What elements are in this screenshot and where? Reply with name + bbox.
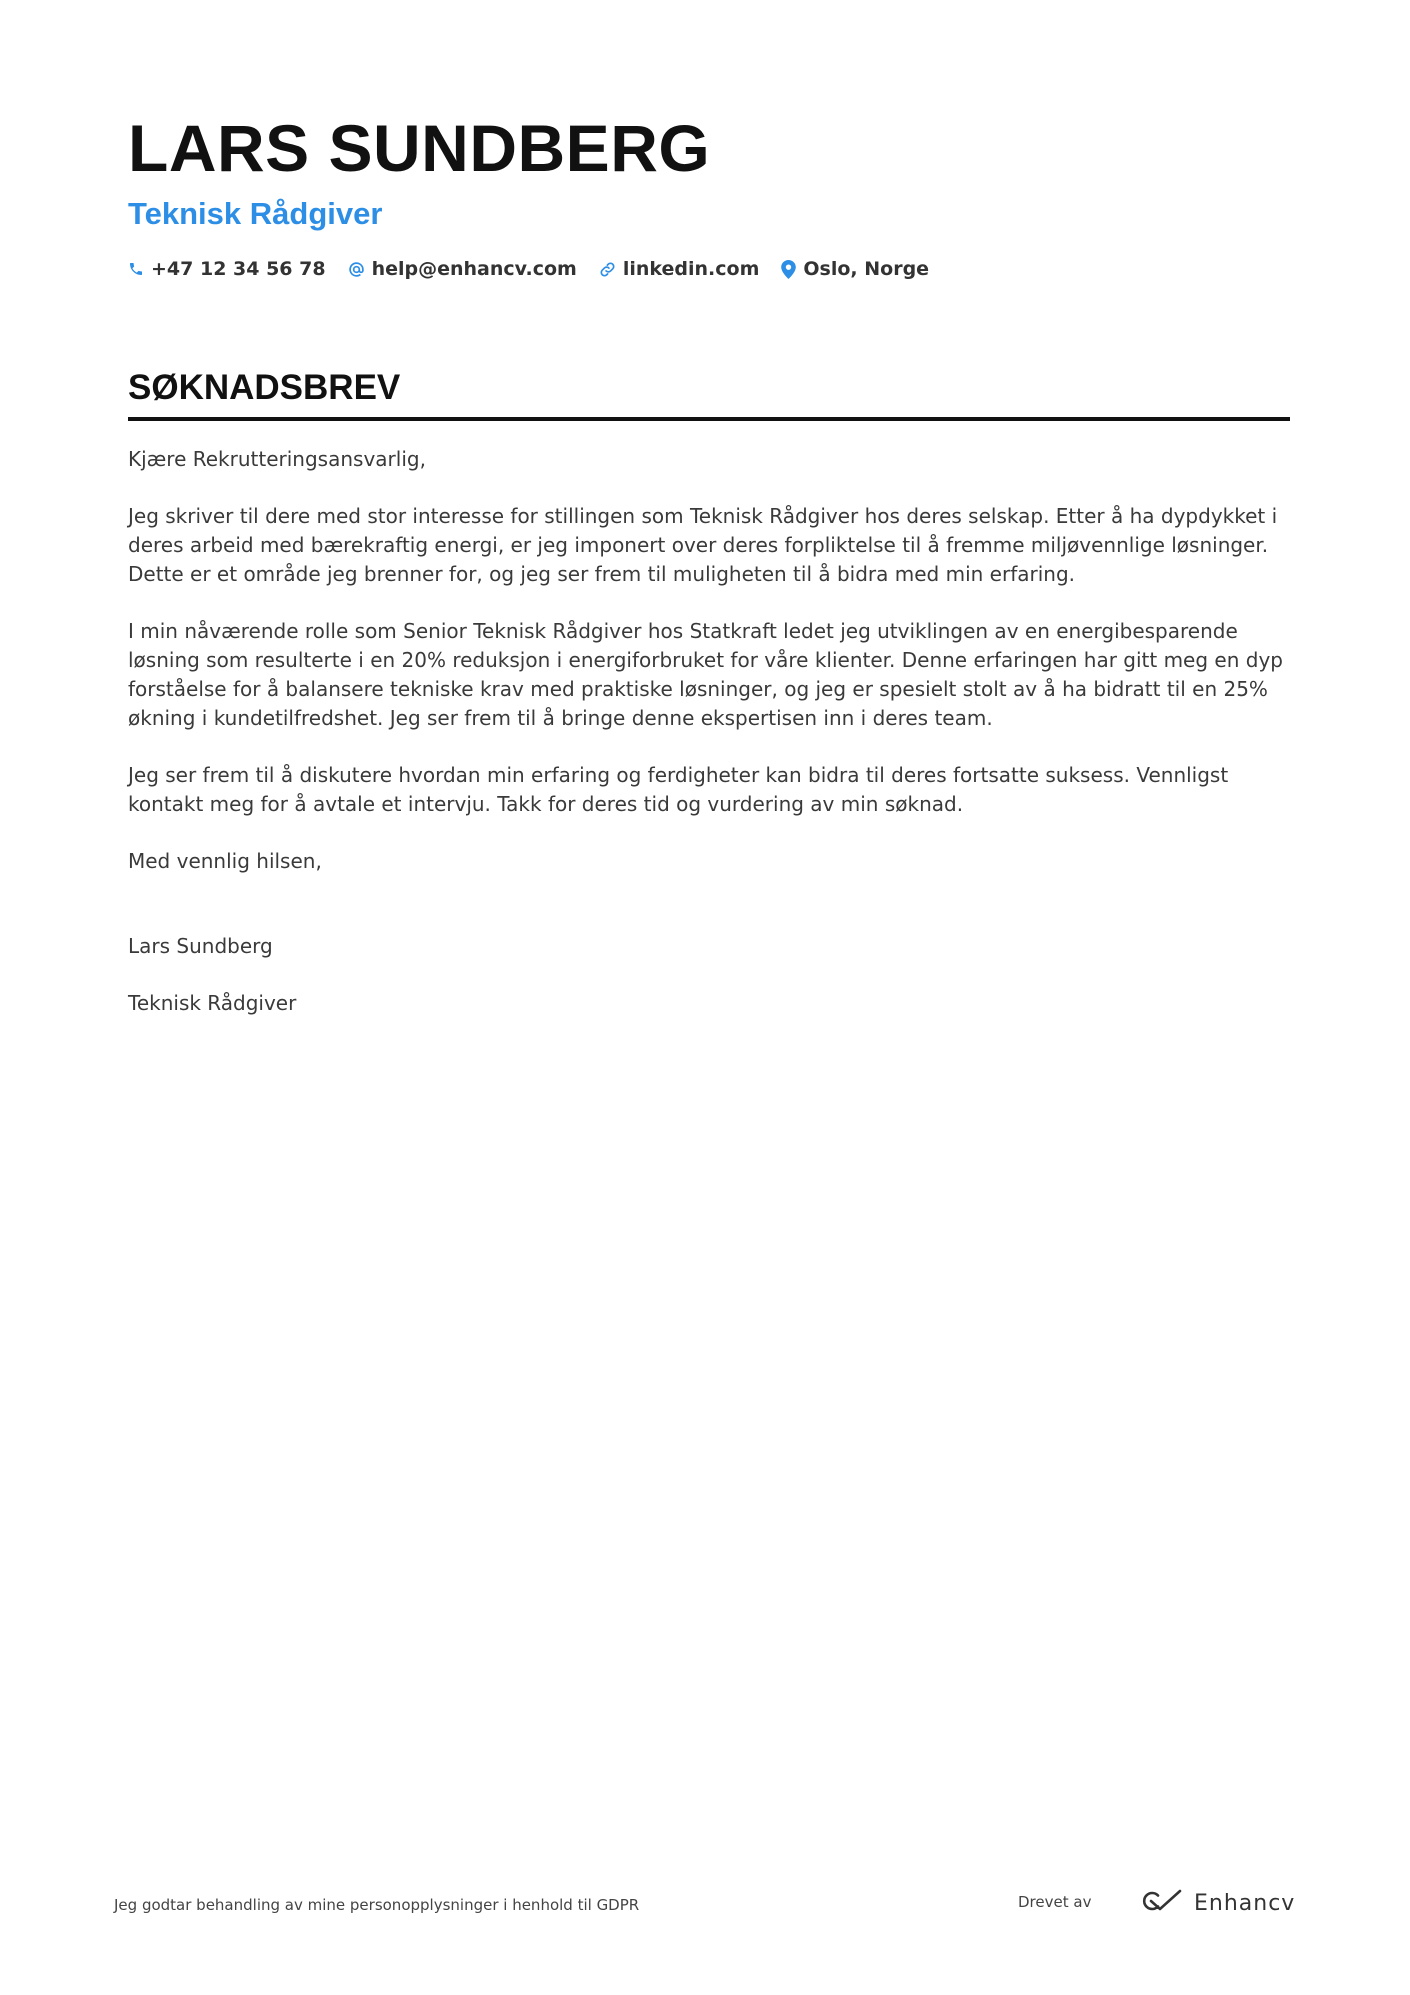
at-icon: [348, 261, 365, 278]
contact-linkedin: [599, 258, 760, 280]
letter-paragraph: Jeg skriver til dere med stor interesse for stillingen som Teknisk Rådgiver hos deres selskap. Etter å ha dypdykket i deres arbeid med bærekraftig energi, er jeg imponert over deres forpliktelse til å fremme miljøvennlige løsninger. Dette er et område jeg brenner for, og jeg ser frem til muligheten til å bidra med min erfaring.: [128, 504, 1278, 586]
contact-phone: [128, 258, 326, 280]
contact-location: [781, 258, 929, 280]
letter-body: [128, 445, 1290, 1018]
map-pin-icon: [781, 260, 796, 279]
applicant-name: LARS SUNDBERG: [128, 111, 711, 185]
brand-name: Enhancv: [1194, 1890, 1296, 1916]
letter-paragraph: Jeg ser frem til å diskutere hvordan min erfaring og ferdigheter kan bidra til deres fortsatte suksess. Vennligst kontakt meg for å avtale et intervju. Takk for deres tid og vurdering av min søknad.: [128, 763, 1229, 816]
letter-closing: Med vennlig hilsen,: [128, 849, 322, 873]
gdpr-consent: Jeg godtar behandling av mine personopplysninger i henhold til GDPR: [114, 1896, 640, 1914]
contact-email: [348, 258, 577, 280]
letter-header: [128, 108, 1288, 280]
enhancv-logo-icon: [1138, 1888, 1186, 1918]
phone-text[interactable]: +47 12 34 56 78: [151, 258, 326, 280]
phone-icon: [128, 261, 144, 277]
contact-info: [128, 258, 1288, 280]
signature-name: Lars Sundberg: [128, 934, 273, 958]
cover-letter-section: [128, 368, 1290, 1046]
brand-link[interactable]: [1138, 1888, 1295, 1918]
letter-paragraph: I min nåværende rolle som Senior Teknisk Rådgiver hos Statkraft ledet jeg utviklingen av en energibesparende løsning som resulterte i en 20% reduksjon i energiforbruket for våre klienter. Denne erfaringen har gitt meg en dyp forståelse for å balansere tekniske krav med praktiske løsninger, og jeg er spesielt stolt av å ha bidratt til en 25% økning i kundetilfredshet. Jeg ser frem til å bringe denne ekspertisen inn i deres team.: [128, 619, 1283, 730]
linkedin-text[interactable]: linkedin.com: [622, 258, 760, 280]
section-title: SØKNADSBREV: [128, 368, 401, 407]
applicant-title: Teknisk Rådgiver: [128, 196, 383, 231]
location-text: Oslo, Norge: [803, 258, 930, 280]
letter-greeting: Kjære Rekrutteringsansvarlig,: [128, 447, 426, 471]
section-divider: [128, 417, 1290, 421]
page-footer: [114, 1888, 1296, 1928]
signature-title: Teknisk Rådgiver: [128, 991, 297, 1015]
email-text[interactable]: help@enhancv.com: [371, 258, 577, 280]
powered-by-label: Drevet av: [1018, 1893, 1092, 1911]
link-icon: [599, 261, 616, 278]
